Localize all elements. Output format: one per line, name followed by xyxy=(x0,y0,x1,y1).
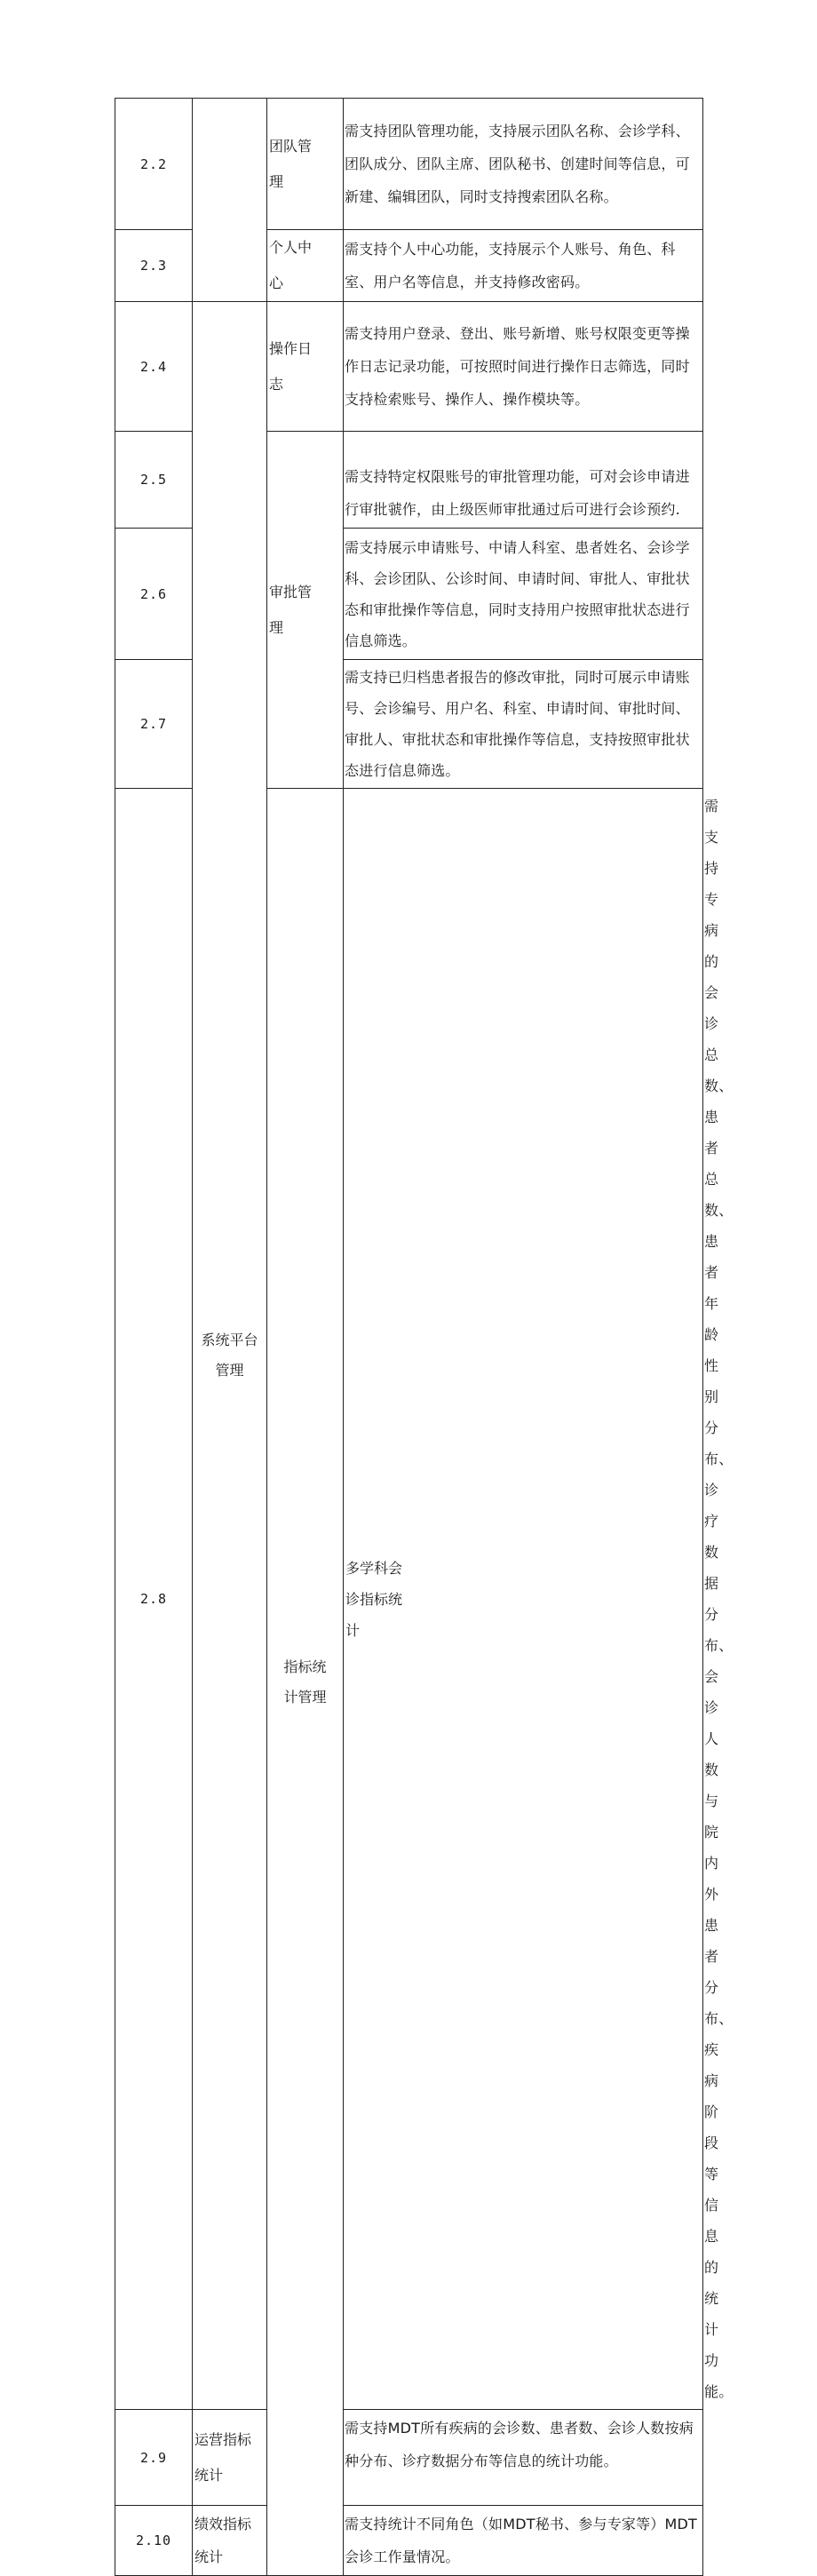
table-row: 2.8 指标统 计管理 多学科会 诊指标统 计 需支持专病的会诊总数、患者总数、患者年龄性别分布、诊疗数据分布、会诊人数与院内外患者分布、疾病阶段等信息的统计功能。 xyxy=(115,789,703,2410)
requirement-description: 需支持MDT所有疾病的会诊数、患者数、会诊人数按病种分布、诊疗数据分布等信息的统计功能。 xyxy=(344,2410,703,2506)
row-number: 2.2 xyxy=(115,99,193,230)
row-number: 2.7 xyxy=(115,660,193,789)
requirements-table xyxy=(115,98,734,2576)
requirement-description: 需支持统计不同角色（如MDT秘书、参与专家等）MDT会诊工作量情况。 xyxy=(344,2506,703,2576)
sub-module-cell: 操作日 志 xyxy=(267,302,344,432)
requirement-description: 需支持用户登录、登出、账号新增、账号权限变更等操作日志记录功能，可按照时间进行操作日志筛选，同时支持检索账号、操作人、操作模块等。 xyxy=(344,302,703,432)
table-row xyxy=(115,2506,703,2576)
table-row xyxy=(115,99,703,230)
sub-module-cell: 审批管 理 xyxy=(267,432,344,789)
category-cell-metrics: 指标统 计管理 xyxy=(267,789,344,2576)
row-number: 2.6 xyxy=(115,529,193,660)
row-number: 2.8 xyxy=(115,789,193,2410)
category-cell-empty xyxy=(193,99,267,302)
row-number: 2.9 xyxy=(115,2410,193,2506)
sub-module-cell: 个人中 心 xyxy=(267,230,344,302)
row-number: 2.10 xyxy=(115,2506,193,2576)
requirement-description: 需支持团队管理功能，支持展示团队名称、会诊学科、团队成分、团队主席、团队秘书、创建时间等信息，可新建、编辑团队，同时支持搜索团队名称。 xyxy=(344,99,703,230)
sub-module-cell: 绩效指标 统计 xyxy=(193,2506,267,2576)
requirement-description: 需支持特定权限账号的审批管理功能，可对会诊申请进行审批虢作，由上级医师审批通过后可进行会诊预约. xyxy=(344,432,703,529)
sub-module-cell: 多学科会 诊指标统 计 xyxy=(344,789,703,2410)
requirement-description: 需支持展示申请账号、中请人科室、患者姓名、会诊学科、会诊团队、公诊时间、申请时间、审批人、审批状态和审批操作等信息，同时支持用户按照审批状态进行信息筛选。 xyxy=(344,529,703,660)
table-row xyxy=(115,2410,703,2506)
sub-module-cell: 团队管 理 xyxy=(267,99,344,230)
table-row xyxy=(115,302,703,432)
row-number: 2.5 xyxy=(115,432,193,529)
sub-module-cell: 运营指标 统计 xyxy=(193,2410,267,2506)
requirement-description: 需支持已归档患者报告的修改审批，同时可展示申请账号、会诊编号、用户名、科室、申请时间、审批时间、审批人、审批状态和审批操作等信息，支持按照审批状态进行信息筛选。 xyxy=(344,660,703,789)
row-number: 2.4 xyxy=(115,302,193,432)
requirement-description: 需支持个人中心功能，支持展示个人账号、角色、科室、用户名等信息，并支持修改密码。 xyxy=(344,230,703,302)
row-number: 2.3 xyxy=(115,230,193,302)
category-cell-system: 系统平台 管理 xyxy=(193,302,267,2410)
